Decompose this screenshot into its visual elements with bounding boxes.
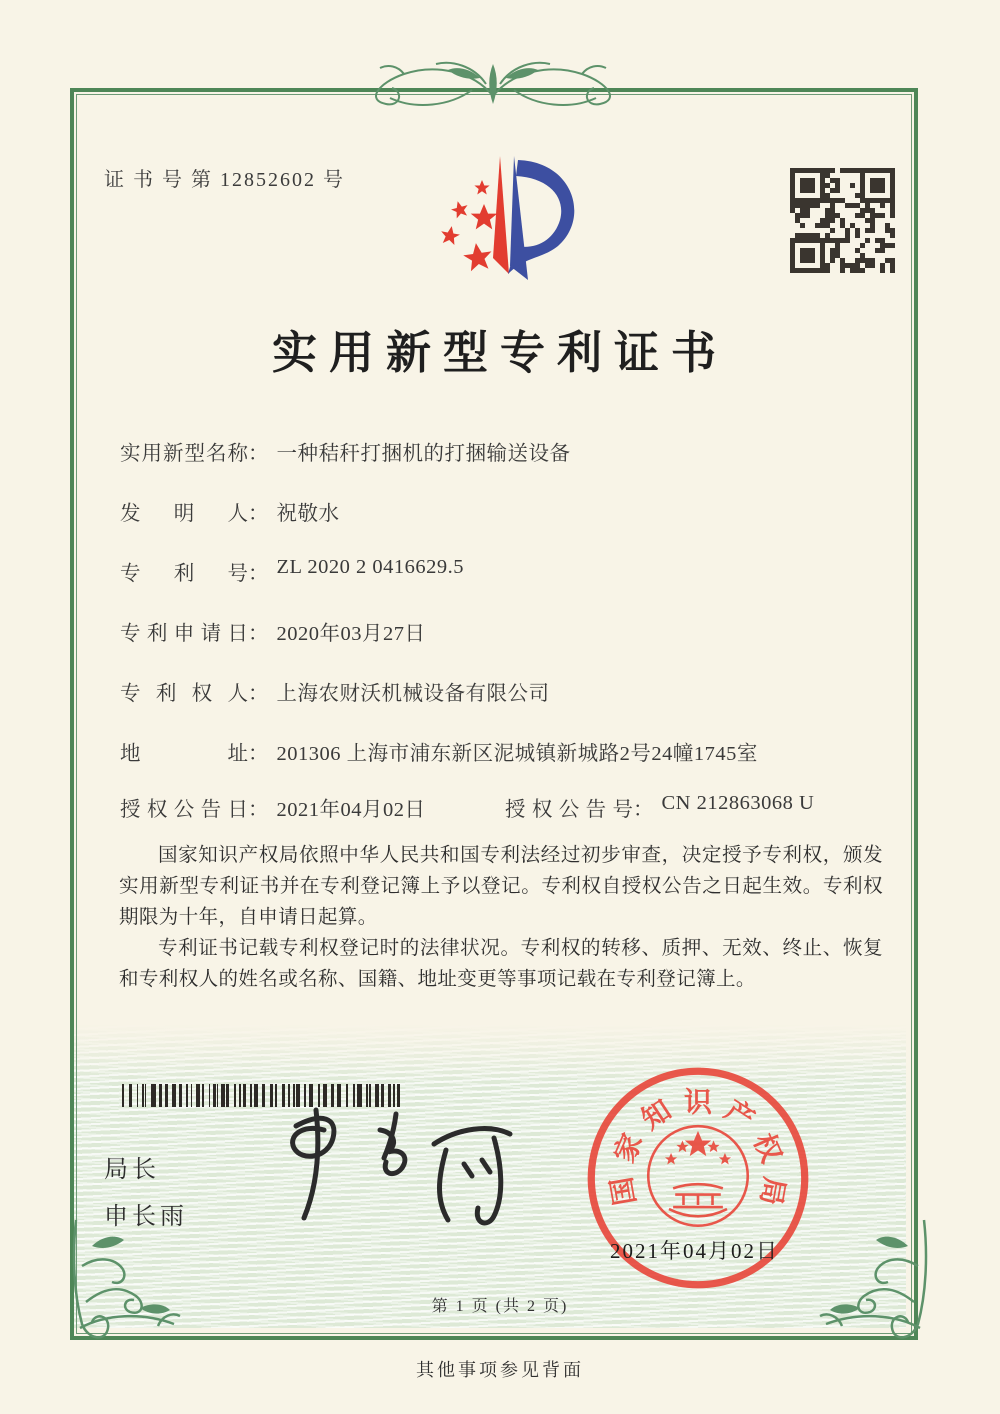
logo-p-mark	[493, 156, 574, 280]
signer-title: 局长	[104, 1156, 160, 1183]
svg-text:局: 局	[754, 1174, 791, 1208]
field-label: 发明人	[120, 503, 248, 525]
logo-stars	[439, 180, 497, 272]
cnipa-logo	[424, 146, 584, 294]
grant-row	[120, 792, 890, 822]
field-label: 专利申请日	[120, 623, 248, 645]
svg-text:知: 知	[636, 1093, 677, 1136]
qr-code	[790, 168, 895, 273]
field-value: 祝敬水	[276, 503, 340, 525]
grant-number-group	[505, 792, 814, 822]
svg-text:家: 家	[608, 1129, 649, 1167]
svg-text:产: 产	[719, 1093, 760, 1136]
field-value: ZL 2020 2 0416629.5	[276, 556, 465, 578]
legal-paragraph: 国家知识产权局依照中华人民共和国专利法经过初步审查，决定授予专利权，颁发实用新型专利证书并在专利登记簿上予以登记。专利权自授权公告之日起生效。专利权期限为十年，自申请日起算。	[119, 845, 883, 928]
legal-paragraph: 专利证书记载专利权登记时的法律状况。专利权的转移、质押、无效、终止、恢复和专利权人的姓名或名称、国籍、地址变更等事项记载在专利登记簿上。	[119, 938, 883, 990]
field-row	[120, 496, 890, 556]
svg-text:识: 识	[684, 1086, 712, 1118]
field-label: 实用新型名称	[120, 443, 248, 465]
grant-date-value: 2021年04月02日	[276, 799, 426, 821]
field-value: 201306 上海市浦东新区泥城镇新城路2号24幢1745室	[276, 743, 758, 765]
field-colon: ：	[248, 503, 269, 525]
field-row	[120, 436, 890, 496]
field-colon: ：	[248, 683, 269, 705]
field-label: 专利权人	[120, 683, 248, 705]
certificate-number: 证 书 号 第 12852602 号	[104, 169, 345, 191]
field-row	[120, 736, 890, 796]
field-colon: ：	[248, 799, 269, 821]
field-label: 地址	[120, 743, 248, 765]
signature	[238, 1100, 528, 1240]
field-colon: ：	[633, 799, 654, 821]
back-note: 其他事项参见背面	[416, 1360, 584, 1380]
svg-text:国: 国	[605, 1174, 642, 1208]
seal-date: 2021年04月02日	[610, 1239, 779, 1263]
signer-name: 申长雨	[104, 1203, 188, 1230]
grant-date-label: 授权公告日	[120, 799, 248, 821]
corner-ornament-right	[818, 1216, 938, 1346]
field-colon: ：	[248, 623, 269, 645]
field-value: 一种秸秆打捆机的打捆输送设备	[276, 443, 571, 465]
field-colon: ：	[248, 563, 269, 585]
top-flourish-ornament	[352, 56, 634, 118]
svg-text:权: 权	[747, 1129, 788, 1167]
page-number: 第 1 页 (共 2 页)	[431, 1298, 569, 1315]
field-colon: ：	[248, 443, 269, 465]
page-title: 实用新型专利证书	[271, 328, 728, 378]
signer-block	[104, 1146, 188, 1240]
field-row	[120, 676, 890, 736]
field-value: 上海农财沃机械设备有限公司	[276, 683, 550, 705]
field-colon: ：	[248, 743, 269, 765]
field-value: 2020年03月27日	[276, 623, 426, 645]
field-row	[120, 616, 890, 676]
legal-text	[119, 840, 883, 995]
grant-number-value: CN 212863068 U	[661, 792, 815, 814]
field-list	[120, 436, 890, 796]
emblem-stars	[665, 1131, 731, 1165]
grant-number-label: 授权公告号	[505, 799, 633, 821]
field-row	[120, 556, 890, 616]
field-label: 专利号	[120, 563, 248, 585]
